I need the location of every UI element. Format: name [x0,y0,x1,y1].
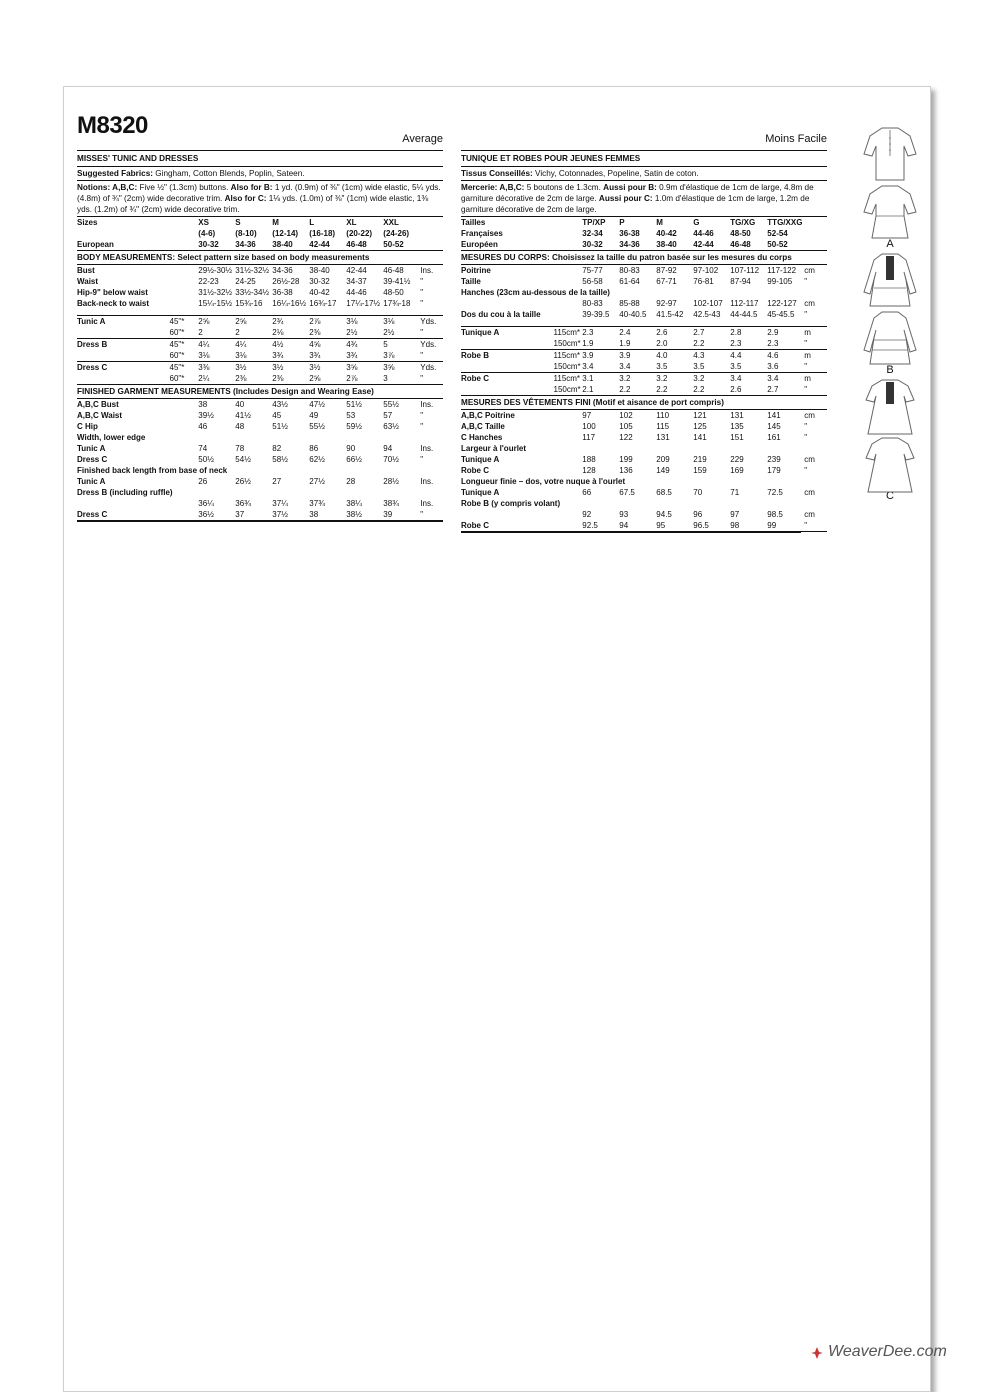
suggested-fabrics-fr: Tissus Conseillés: Vichy, Cotonnades, Popeline, Satin de coton. [461,167,827,181]
dress-b-front-icon [860,252,920,310]
table-row: Sizes XS S M L XL XXL [77,218,399,227]
english-column [77,112,443,522]
suggested-fabrics: Suggested Fabrics: Gingham, Cotton Blends, Poplin, Sateen. [77,167,443,181]
table-row: Tailles TP/XP P M G TG/XG TTG/XXG [461,218,803,227]
table-row: Robe C 115cm* 3.1 3.2 3.2 3.2 3.4 3.4 m [461,373,827,385]
table-row: Back-neck to waist 15¼-15½ 15¾-16 16¼-16½ 16¾-17 17¼-17½ 17¾-18 " [77,299,424,308]
table-row: Européen 30-32 34-36 38-40 42-44 46-48 50-52 [461,239,827,251]
table-row: Robe C 92.5 94 95 96.5 98 99 " [461,520,827,532]
table-row: 60"* 2¼ 2⅜ 2⅜ 2⅝ 2⅞ 3 " [169,374,424,383]
notions: Notions: A,B,C: Five ½" (1.3cm) buttons. Also for B: 1 yd. (0.9m) of ⅜" (1cm) wide elastic, 5¼ yds. (4.8m) of ¾" (2cm) wide decorative trim. Also for C: 1⅛ yds. (1.0m) of ⅜" (1cm) wide elastic, 1⅜ yds. (1.2m) of ¾" (2cm) wide decorative trim. [77,181,443,217]
watermark-text: WeaverDee.com [828,1343,947,1360]
table-row: 60"* 3⅛ 3⅛ 3¾ 3¾ 3¾ 3⅞ " [169,351,424,360]
difficulty-label: Average [402,133,443,145]
table-row: Waist 22-23 24-25 26½-28 30-32 34-37 39-41½ " [77,277,424,286]
table-row: Dress C 50½ 54½ 58½ 62½ 66½ 70½ " [77,455,424,464]
table-row: Dos du cou à la taille 39-39.5 40-40.5 41.5-42 42.5-43 44-44.5 45-45.5 " [461,310,808,319]
table-row: 150cm* 3.4 3.4 3.5 3.5 3.5 3.6 " [553,362,808,371]
table-row: Dress C 36½ 37 37½ 38 38½ 39 " [77,509,443,521]
finished-measurements-heading: FINISHED GARMENT MEASUREMENTS (Includes Design and Wearing Ease) [77,384,443,399]
table-row: Françaises 32-34 36-38 40-42 44-46 48-50 52-54 [461,229,788,238]
en-header [77,112,443,151]
table-row: Hip-9" below waist 31½-32½ 33½-34½ 36-38 40-42 44-46 48-50 " [77,288,424,297]
view-label-c: C [886,490,894,502]
table-row: Taille 56-58 61-64 67-71 76-81 87-94 99-105 " [461,277,808,286]
table-row: Tunique A 66 67.5 68.5 70 71 72.5 cm [461,488,815,497]
table-row: Robe B 115cm* 3.9 3.9 4.0 4.3 4.4 4.6 m [461,350,827,362]
table-row: A,B,C Poitrine 97 102 110 121 131 141 cm [461,411,815,420]
table-row: (4-6) (8-10) (12-14) (16-18) (20-22) (24-26) [198,229,410,238]
table-row: Tunic A 74 78 82 86 90 94 Ins. [77,444,434,453]
difficulty-label-fr: Moins Facile [765,133,827,145]
table-row: 92 93 94.5 96 97 98.5 cm [582,510,815,519]
fr-size-table [461,217,827,251]
table-row: C Hip 46 48 51½ 55½ 59½ 63½ " [77,422,424,431]
view-label-b: B [886,364,894,376]
french-column [461,132,827,533]
en-tables: Sizes XS S M L XL XXL (4-6) (8-10) (12-14) (16-18) (20-22) (24-26) European 30-32 34-36 38-40 42-44 46-48 50-52 BODY MEASUREMENTS: Select pattern size based on body measurements Bust 29½-30½ 31½-32½ 34-36 38-40 42-44 46-48 Ins. Waist 22-23 24-25 26½-28 30-32 34-37 39-41½ " Hip-9" below waist 31½-32½ 33½-34½ 36-38 40-42 44-46 48-50 " Back-neck to waist 15¼-15½ 15¾-16 16¼-16½ 16¾-17 17¼-17½ 17¾-18 " Tunic A 45"* 2⅝ 2⅝ 2¾ 2⅞ 3⅛ 3⅛ Yds. 60"* 2 2 2⅛ 2⅜ 2½ 2½ " Dress B 45"* 4¼ 4¼ 4½ 4⅝ 4¾ 5 Yds. 60"* 3⅛ 3⅛ 3¾ 3¾ 3¾ 3⅞ " Dress C 45"* 3⅜ 3½ 3½ 3½ 3⅝ 3⅝ Yds. 60"* 2¼ 2⅜ 2⅜ 2⅝ 2⅞ 3 " FINISHED GARMENT MEASUREMENTS (Includes Design and Wearing Ease) A,B,C Bust 38 40 43½ 47½ 51½ 55½ Ins. A,B,C Waist 39½ 41½ 45 49 53 57 " C Hip 46 48 51½ 55½ 59½ 63½ " Width, lower edge Tunic A 74 78 82 86 90 94 Ins. Dress C 50½ 54½ 58½ 62½ 66½ 70½ " Finished back length from base of neck Tunic A 26 26½ 27 27½ 28 28½ Ins. Dress B (including ruffle) 36¼ 36¾ 37¼ 37¾ 38¼ 38¾ Ins. Dress C 36½ 37 37½ 38 38½ 39 " [77,217,443,522]
table-row: Bust 29½-30½ 31½-32½ 34-36 38-40 42-44 46-48 Ins. [77,266,434,275]
fr-tables: Tailles TP/XP P M G TG/XG TTG/XXG Françaises 32-34 36-38 40-42 44-46 48-50 52-54 Européen 30-32 34-36 38-40 42-44 46-48 50-52 MESURES DU CORPS: Choisissez la taille du patron basée sur les mesures du corps Poitrine 75-77 80-83 87-92 97-102 107-112 117-122 cm Taille 56-58 61-64 67-71 76-81 87-94 99-105 " Hanches (23cm au-dessous de la taille) 80-83 85-88 92-97 102-107 112-117 122-127 cm Dos du cou à la taille 39-39.5 40-40.5 41.5-42 42.5-43 44-44.5 45-45.5 " Tunique A 115cm* 2.3 2.4 2.6 2.7 2.8 2.9 m 150cm* 1.9 1.9 2.0 2.2 2.3 2.3 " Robe B 115cm* 3.9 3.9 4.0 4.3 4.4 4.6 m 150cm* 3.4 3.4 3.5 3.5 3.5 3.6 " Robe C 115cm* 3.1 3.2 3.2 3.2 3.4 3.4 m 150cm* 2.1 2.2 2.2 2.2 2.6 2.7 " MESURES DES VÊTEMENTS FINI (Motif et aisance de port compris) A,B,C Poitrine 97 102 110 121 131 141 cm A,B,C Taille 100 105 115 125 135 145 " C Hanches 117 122 131 141 151 161 " Largeur à l'ourlet Tunique A 188 199 209 219 229 239 cm Robe C 128 136 149 159 169 179 " Longueur finie – dos, votre nuque à l'ourlet Tunique A 66 67.5 68.5 70 71 72.5 cm Robe B (y compris volant) 92 93 94.5 96 97 98.5 cm Robe C 92.5 94 95 96.5 98 99 " [461,217,827,533]
finished-measurements-heading: MESURES DES VÊTEMENTS FINI (Motif et aisance de port compris) [461,395,827,410]
dress-b-back-icon [860,310,920,368]
table-row: 150cm* 1.9 1.9 2.0 2.2 2.3 2.3 " [553,339,808,348]
table-row: Dress B 45"* 4¼ 4¼ 4½ 4⅝ 4¾ 5 Yds. [77,339,443,351]
notions-fr: Mercerie: A,B,C: 5 boutons de 1.3cm. Aussi pour B: 0.9m d'élastique de 1cm de large, 4.8m de garniture décorative de 2cm de large. Aussi pour C: 1.0m d'élastique de 1cm de large, 1.2m de garniture décorative de 2cm de large. [461,181,827,217]
table-row: A,B,C Taille 100 105 115 125 135 145 " [461,422,808,431]
table-row: 150cm* 2.1 2.2 2.2 2.2 2.6 2.7 " [553,385,808,394]
table-row: Tunique A 188 199 209 219 229 239 cm [461,455,815,464]
table-row: Tunic A 45"* 2⅝ 2⅝ 2¾ 2⅞ 3⅛ 3⅛ Yds. [77,316,443,328]
pattern-title: MISSES' TUNIC AND DRESSES [77,151,443,167]
pattern-code: M8320 [77,112,148,139]
pattern-title-fr: TUNIQUE ET ROBES POUR JEUNES FEMMES [461,151,827,167]
table-row: Robe C 128 136 149 159 169 179 " [461,466,808,475]
dress-c-front-icon [860,378,920,436]
table-row: Poitrine 75-77 80-83 87-92 97-102 107-112 117-122 cm [461,266,815,275]
view-label-a: A [886,238,894,250]
dress-c-back-icon [860,436,920,494]
table-row: 36¼ 36¾ 37¼ 37¾ 38¼ 38¾ Ins. [198,499,434,508]
fr-header [461,132,827,151]
table-row: Tunique A 115cm* 2.3 2.4 2.6 2.7 2.8 2.9 m [461,327,827,339]
body-measurements-heading: MESURES DU CORPS: Choisissez la taille du patron basée sur les mesures du corps [461,251,827,265]
watermark-logo-icon [810,1346,824,1360]
tunic-a-front-icon [860,126,920,184]
table-row: A,B,C Bust 38 40 43½ 47½ 51½ 55½ Ins. [77,400,434,409]
table-row: C Hanches 117 122 131 141 151 161 " [461,433,808,442]
table-row: 60"* 2 2 2⅛ 2⅜ 2½ 2½ " [169,328,424,337]
body-measurements-heading: BODY MEASUREMENTS: Select pattern size based on body measurements [77,251,443,265]
table-row: European 30-32 34-36 38-40 42-44 46-48 50-52 [77,239,443,251]
table-row: Dress C 45"* 3⅜ 3½ 3½ 3½ 3⅝ 3⅝ Yds. [77,362,443,374]
table-row: Tunic A 26 26½ 27 27½ 28 28½ Ins. [77,477,434,486]
view-thumbnails [860,126,920,504]
table-row: A,B,C Waist 39½ 41½ 45 49 53 57 " [77,411,424,420]
en-size-table [77,217,443,251]
tunic-a-back-icon [860,184,920,242]
table-row: 80-83 85-88 92-97 102-107 112-117 122-127 cm [582,299,815,308]
